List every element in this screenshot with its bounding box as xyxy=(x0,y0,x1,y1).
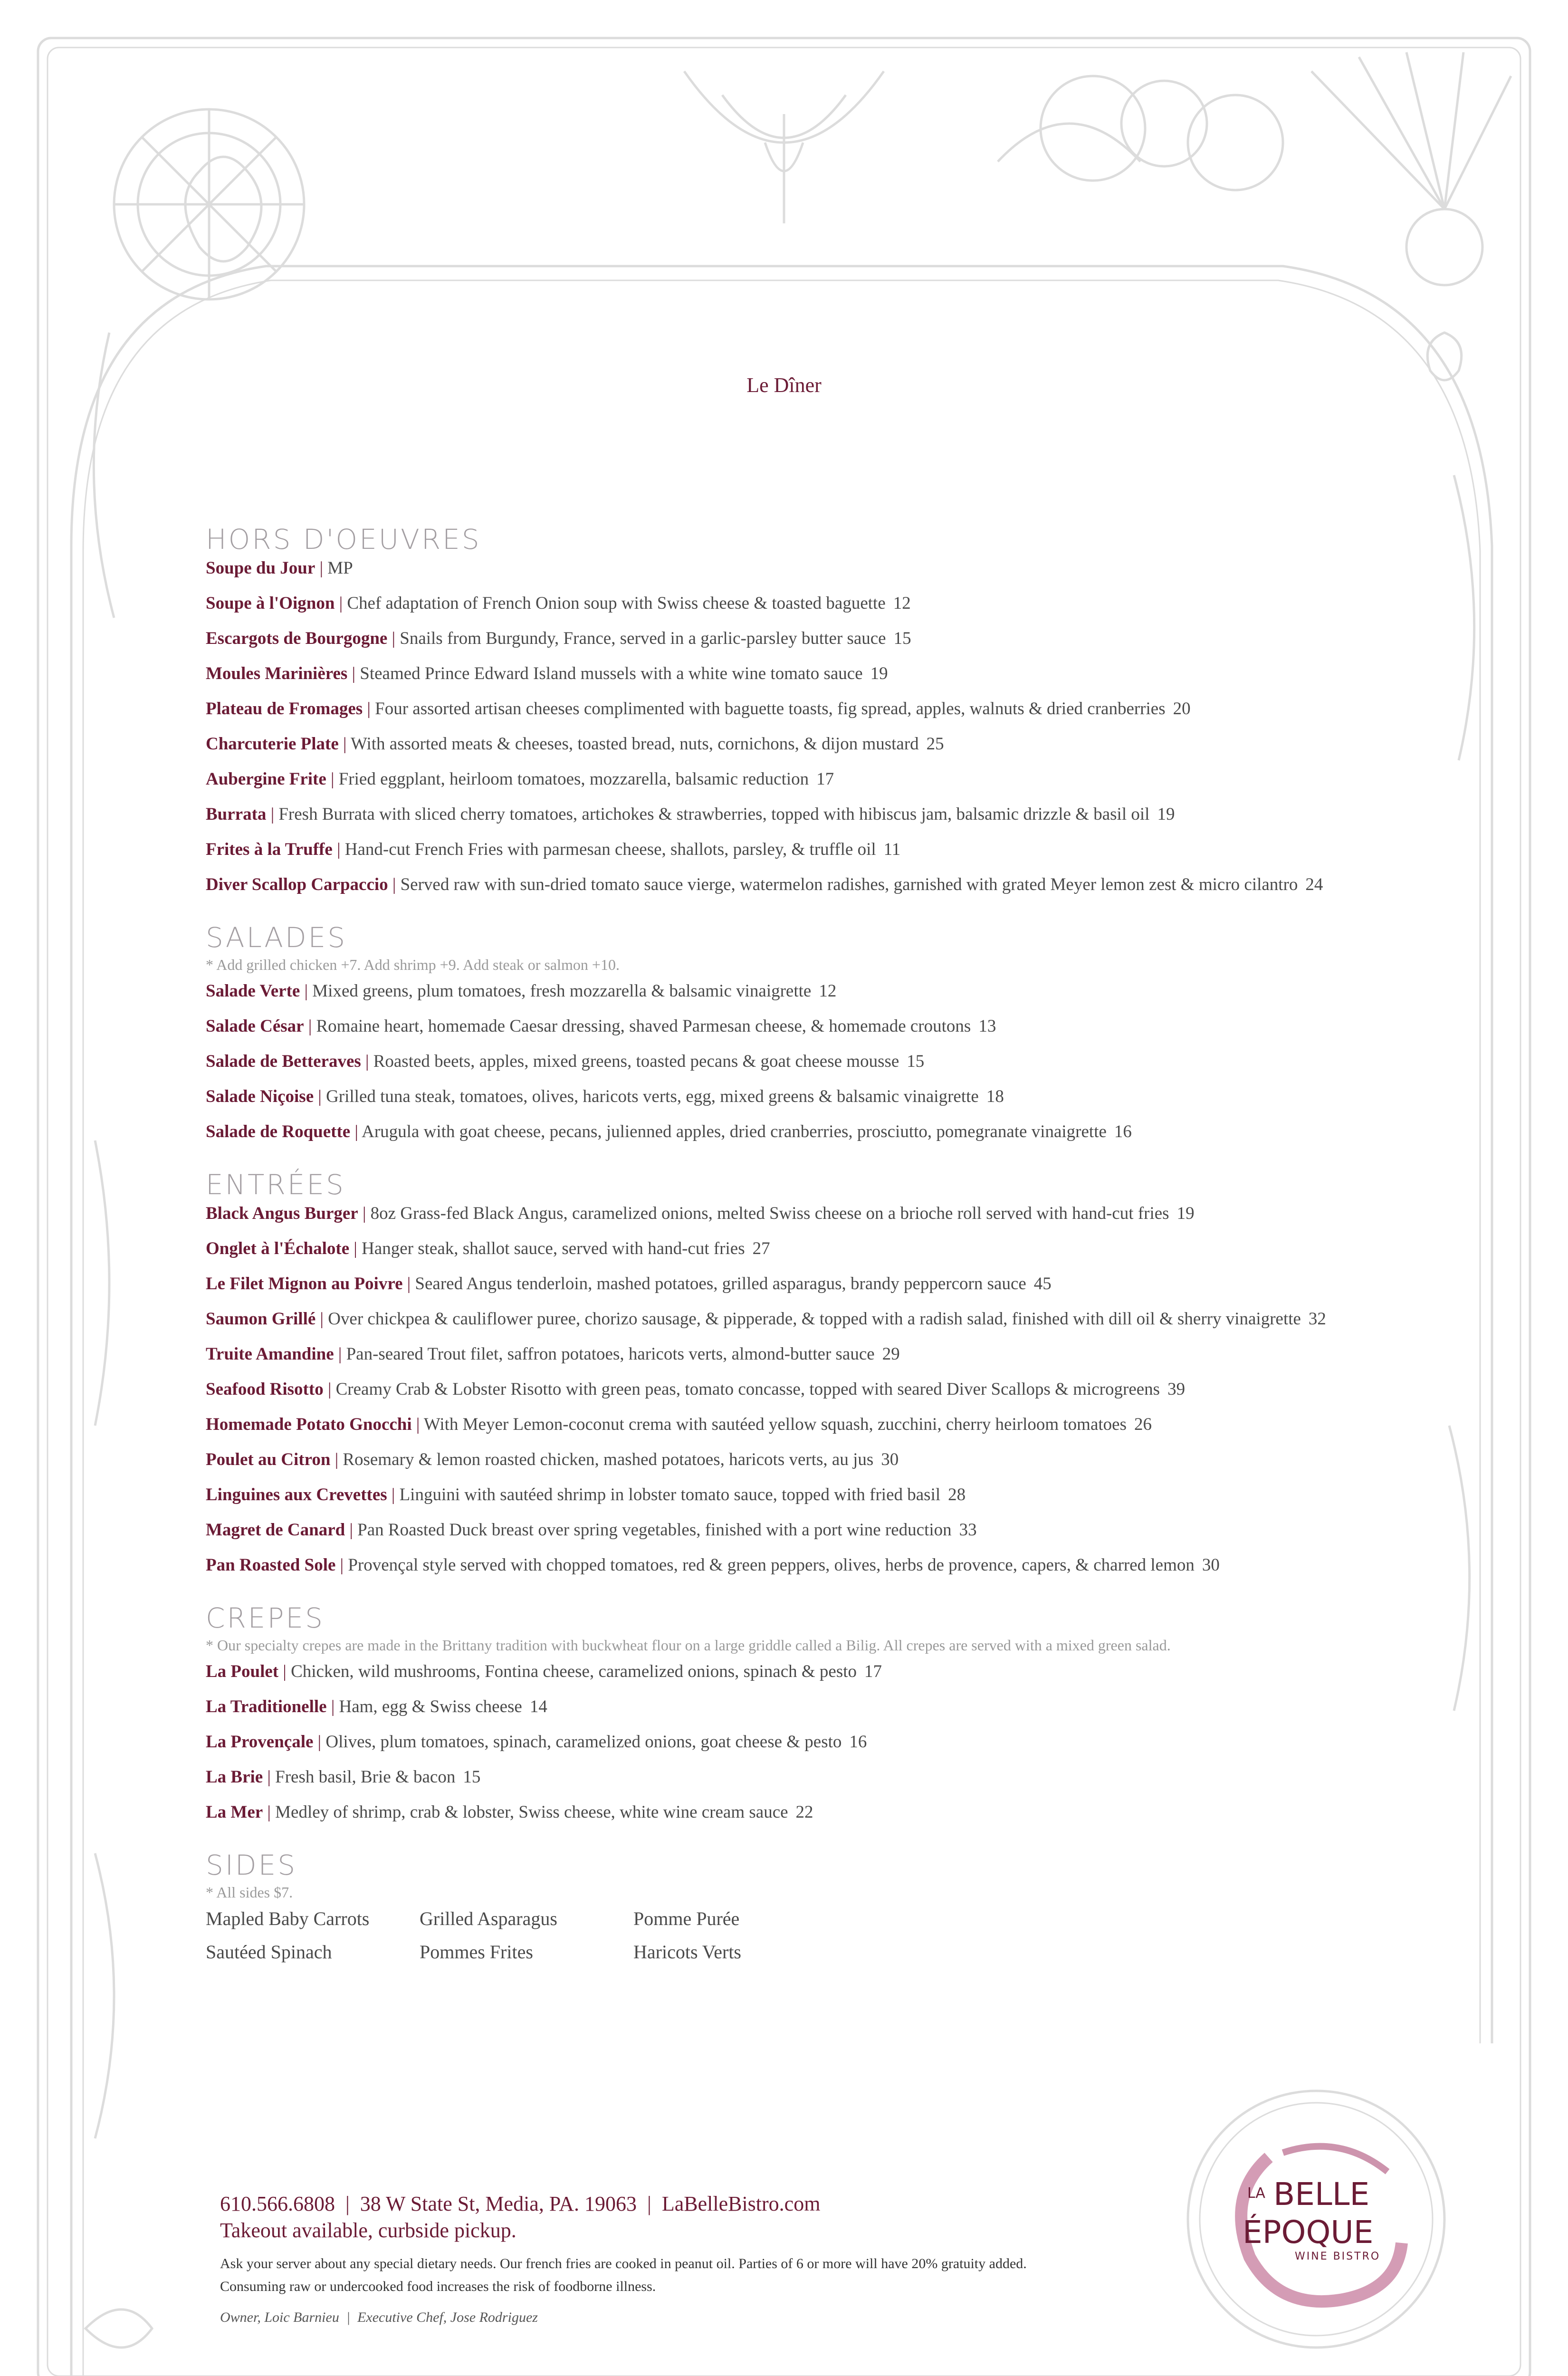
menu-item xyxy=(206,1659,1441,1684)
menu-item xyxy=(206,837,1441,862)
separator: | xyxy=(315,558,328,578)
separator: | xyxy=(300,981,313,1001)
item-description: Arugula with goat cheese, pecans, julienned apples, dried cranberries, prosciutto, pomegranate vinaigrette xyxy=(362,1122,1107,1141)
separator: | xyxy=(387,1485,400,1504)
menu-item xyxy=(206,1272,1441,1296)
separator: | xyxy=(363,699,375,719)
item-name: La Mer xyxy=(206,1802,263,1822)
separator: | xyxy=(326,1697,339,1716)
item-price: 25 xyxy=(926,734,944,754)
separator: | xyxy=(335,1555,348,1575)
logo-text-la: LA xyxy=(1247,2185,1265,2202)
menu-item xyxy=(206,626,1441,651)
item-price: 27 xyxy=(752,1239,770,1258)
side-item: Grilled Asparagus xyxy=(420,1908,557,1929)
separator: | xyxy=(402,1274,415,1293)
item-description: With assorted meats & cheeses, toasted bread, nuts, cornichons, & dijon mustard xyxy=(351,734,919,754)
item-description: Fresh Burrata with sliced cherry tomatoes, artichokes & strawberries, topped with hibiscus jam, balsamic drizzle & basil oil xyxy=(278,805,1150,824)
item-name: Truite Amandine xyxy=(206,1344,334,1364)
item-description: Snails from Burgundy, France, served in a garlic-parsley butter sauce xyxy=(400,629,886,648)
menu-item xyxy=(206,1236,1441,1261)
item-description: Pan Roasted Duck breast over spring vegetables, finished with a port wine reduction xyxy=(357,1520,952,1540)
menu-item xyxy=(206,1553,1441,1578)
side-item: Pommes Frites xyxy=(420,1941,533,1963)
item-name: Salade César xyxy=(206,1016,304,1036)
item-name: Frites à la Truffe xyxy=(206,840,333,859)
item-price: 30 xyxy=(1202,1555,1220,1575)
menu-item xyxy=(206,1483,1441,1507)
item-name: Magret de Canard xyxy=(206,1520,345,1540)
item-price: 28 xyxy=(948,1485,966,1504)
separator: | xyxy=(304,1016,316,1036)
item-price: 19 xyxy=(870,664,888,683)
menu-item xyxy=(206,1518,1441,1542)
section-title: SIDES xyxy=(206,1849,297,1881)
logo-text-epoque: ÉPOQUE xyxy=(1243,2214,1374,2251)
separator: | xyxy=(323,1380,336,1399)
item-price: 13 xyxy=(978,1016,996,1036)
item-name: Diver Scallop Carpaccio xyxy=(206,875,388,894)
item-name: Linguines aux Crevettes xyxy=(206,1485,387,1504)
takeout-line: Takeout available, curbside pickup. xyxy=(220,2219,516,2242)
separator: | xyxy=(388,875,401,894)
item-price: 32 xyxy=(1308,1309,1326,1329)
item-price: 16 xyxy=(849,1732,867,1752)
items xyxy=(206,1659,1441,1825)
item-name: Soupe du Jour xyxy=(206,558,316,578)
logo-text-wine-bistro: WINE BISTRO xyxy=(1295,2251,1381,2262)
item-price: 29 xyxy=(882,1344,900,1364)
menu-item xyxy=(206,979,1441,1004)
item-description: Served raw with sun-dried tomato sauce vierge, watermelon radishes, garnished with grated Meyer lemon zest & micro cilantro xyxy=(400,875,1298,894)
menu-content xyxy=(206,523,1441,1964)
section-title: SALADES xyxy=(206,921,347,954)
item-price: 26 xyxy=(1134,1415,1152,1434)
item-price: 11 xyxy=(883,840,901,859)
separator: | xyxy=(330,1450,343,1469)
item-name: Homemade Potato Gnocchi xyxy=(206,1415,412,1434)
separator: | xyxy=(278,1662,291,1681)
section-title: CREPES xyxy=(206,1602,325,1634)
menu-item xyxy=(206,1049,1441,1074)
separator: | xyxy=(350,1122,362,1141)
separator: | xyxy=(334,1344,346,1364)
item-description: Rosemary & lemon roasted chicken, mashed potatoes, haricots verts, au jus xyxy=(343,1450,874,1469)
side-item: Sautéed Spinach xyxy=(206,1941,332,1963)
sides-grid xyxy=(206,1907,1441,1964)
side-item: Haricots Verts xyxy=(633,1941,741,1963)
side-item: Mapled Baby Carrots xyxy=(206,1908,370,1929)
item-price: 24 xyxy=(1305,875,1323,894)
items xyxy=(206,979,1441,1144)
footer xyxy=(220,2191,1265,2326)
item-name: Salade de Betteraves xyxy=(206,1052,361,1071)
logo-text-belle: BELLE xyxy=(1273,2176,1370,2213)
menu-item xyxy=(206,1377,1441,1402)
separator: | xyxy=(326,769,339,789)
items xyxy=(206,1201,1441,1578)
item-name: Salade de Roquette xyxy=(206,1122,351,1141)
item-description: Pan-seared Trout filet, saffron potatoes, haricots verts, almond-butter sauce xyxy=(346,1344,875,1364)
item-name: Escargots de Bourgogne xyxy=(206,629,388,648)
menu-item xyxy=(206,556,1441,581)
menu-title: Le Dîner xyxy=(746,374,822,397)
restaurant-logo xyxy=(1197,2100,1435,2338)
item-name: La Traditionelle xyxy=(206,1697,327,1716)
item-name: Poulet au Citron xyxy=(206,1450,331,1469)
section-sides xyxy=(206,1849,1441,1964)
menu-item xyxy=(206,1307,1441,1332)
item-price: 15 xyxy=(893,629,911,648)
item-price: 39 xyxy=(1167,1380,1186,1399)
item-name: Onglet à l'Échalote xyxy=(206,1239,350,1258)
logo-graphic xyxy=(1197,2100,1435,2338)
item-price: 15 xyxy=(907,1052,925,1071)
item-name: Salade Verte xyxy=(206,981,300,1001)
item-description: With Meyer Lemon-coconut crema with sautéed yellow squash, zucchini, cherry heirloom tomatoes xyxy=(423,1415,1127,1434)
item-description: 8oz Grass-fed Black Angus, caramelized onions, melted Swiss cheese on a brioche roll served with hand-cut fries xyxy=(370,1204,1169,1223)
section-hors-doeuvres xyxy=(206,523,1441,897)
item-description: Roasted beets, apples, mixed greens, toasted pecans & goat cheese mousse xyxy=(373,1052,899,1071)
credits-line: Owner, Loic Barnieu | Executive Chef, Jose Rodriguez xyxy=(220,2309,538,2325)
items xyxy=(206,556,1441,897)
separator: | xyxy=(387,629,400,648)
item-name: La Provençale xyxy=(206,1732,314,1752)
menu-item xyxy=(206,1120,1441,1144)
item-description: Ham, egg & Swiss cheese xyxy=(339,1697,522,1716)
item-description: Chicken, wild mushrooms, Fontina cheese, caramelized onions, spinach & pesto xyxy=(291,1662,857,1681)
menu-item xyxy=(206,1800,1441,1825)
side-item: Pomme Purée xyxy=(633,1908,740,1929)
separator: | xyxy=(266,805,279,824)
item-description: Fried eggplant, heirloom tomatoes, mozzarella, balsamic reduction xyxy=(338,769,809,789)
section-title: ENTRÉES xyxy=(206,1169,345,1201)
item-price: 16 xyxy=(1114,1122,1132,1141)
separator: | xyxy=(335,594,347,613)
item-name: Aubergine Frite xyxy=(206,769,326,789)
menu-item xyxy=(206,1084,1441,1109)
wine-ring-icon xyxy=(1283,2146,1387,2172)
menu-item xyxy=(206,1730,1441,1754)
item-price: 33 xyxy=(959,1520,977,1540)
separator: | xyxy=(316,1309,328,1329)
menu-item xyxy=(206,591,1441,616)
item-description: Over chickpea & cauliflower puree, chorizo sausage, & pipperade, & topped with a radish salad, finished with dill oil & sherry vinaigrette xyxy=(328,1309,1301,1329)
item-name: Le Filet Mignon au Poivre xyxy=(206,1274,403,1293)
item-name: Moules Marinières xyxy=(206,664,348,683)
item-description: Creamy Crab & Lobster Risotto with green peas, tomato concasse, topped with seared Diver Scallops & microgreens xyxy=(335,1380,1160,1399)
item-price: 17 xyxy=(864,1662,882,1681)
item-name: La Poulet xyxy=(206,1662,279,1681)
item-name: Salade Niçoise xyxy=(206,1087,314,1106)
item-price: 22 xyxy=(795,1802,813,1822)
separator: | xyxy=(361,1052,373,1071)
item-price: 15 xyxy=(463,1767,481,1787)
menu-item xyxy=(206,872,1441,897)
item-description: MP xyxy=(327,558,353,578)
item-description: Four assorted artisan cheeses complimented with baguette toasts, fig spread, apples, walnuts & dried cranberries xyxy=(375,699,1166,719)
menu-item xyxy=(206,1447,1441,1472)
item-description: Hanger steak, shallot sauce, served with hand-cut fries xyxy=(362,1239,745,1258)
menu-item xyxy=(206,1342,1441,1367)
item-name: Seafood Risotto xyxy=(206,1380,324,1399)
separator: | xyxy=(411,1415,424,1434)
item-description: Olives, plum tomatoes, spinach, caramelized onions, goat cheese & pesto xyxy=(325,1732,842,1752)
disclaimer-line: Ask your server about any special dietary needs. Our french fries are cooked in peanut oil. Parties of 6 or more will have 20% gratuity added. xyxy=(220,2256,1027,2271)
separator: | xyxy=(347,664,360,683)
separator: | xyxy=(313,1732,326,1752)
item-description: Linguini with sautéed shrimp in lobster tomato sauce, topped with fried basil xyxy=(399,1485,941,1504)
section-note: * Add grilled chicken +7. Add shrimp +9. Add steak or salmon +10. xyxy=(206,956,620,973)
item-name: Soupe à l'Oignon xyxy=(206,594,335,613)
section-note: * Our specialty crepes are made in the Brittany tradition with buckwheat flour on a large griddle called a Bilig. All crepes are served with a mixed green salad. xyxy=(206,1637,1171,1654)
section-crepes xyxy=(206,1601,1441,1825)
item-name: Saumon Grillé xyxy=(206,1309,316,1329)
item-price: 12 xyxy=(819,981,837,1001)
section-entrees xyxy=(206,1168,1441,1578)
item-name: Plateau de Fromages xyxy=(206,699,363,719)
item-description: Mixed greens, plum tomatoes, fresh mozzarella & balsamic vinaigrette xyxy=(312,981,812,1001)
separator: | xyxy=(358,1204,371,1223)
menu-item xyxy=(206,767,1441,792)
item-name: Pan Roasted Sole xyxy=(206,1555,336,1575)
item-price: 19 xyxy=(1176,1204,1195,1223)
item-description: Medley of shrimp, crab & lobster, Swiss cheese, white wine cream sauce xyxy=(275,1802,788,1822)
item-description: Grilled tuna steak, tomatoes, olives, haricots verts, egg, mixed greens & balsamic vinaigrette xyxy=(326,1087,979,1106)
item-description: Hand-cut French Fries with parmesan cheese, shallots, parsley, & truffle oil xyxy=(344,840,876,859)
item-price: 12 xyxy=(893,594,911,613)
separator: | xyxy=(263,1802,276,1822)
item-price: 17 xyxy=(816,769,834,789)
menu-item xyxy=(206,697,1441,721)
item-description: Chef adaptation of French Onion soup with Swiss cheese & toasted baguette xyxy=(347,594,886,613)
menu-item xyxy=(206,1412,1441,1437)
item-price: 30 xyxy=(881,1450,899,1469)
menu-item xyxy=(206,1201,1441,1226)
item-price: 18 xyxy=(986,1087,1004,1106)
item-description: Fresh basil, Brie & bacon xyxy=(275,1767,456,1787)
item-price: 14 xyxy=(529,1697,547,1716)
menu-item xyxy=(206,1765,1441,1790)
item-description: Steamed Prince Edward Island mussels with a white wine tomato sauce xyxy=(360,664,863,683)
item-description: Seared Angus tenderloin, mashed potatoes, grilled asparagus, brandy peppercorn sauce xyxy=(415,1274,1026,1293)
item-name: Black Angus Burger xyxy=(206,1204,358,1223)
separator: | xyxy=(263,1767,276,1787)
menu-item xyxy=(206,732,1441,757)
menu-item xyxy=(206,1014,1441,1039)
disclaimer-line: Consuming raw or undercooked food increases the risk of foodborne illness. xyxy=(220,2279,656,2294)
item-description: Provençal style served with chopped tomatoes, red & green peppers, olives, herbs de provence, capers, & charred lemon xyxy=(348,1555,1195,1575)
menu-item xyxy=(206,661,1441,686)
item-price: 19 xyxy=(1157,805,1175,824)
separator: | xyxy=(345,1520,358,1540)
separator: | xyxy=(349,1239,362,1258)
item-price: 45 xyxy=(1033,1274,1052,1293)
section-note: * All sides $7. xyxy=(206,1884,293,1901)
separator: | xyxy=(314,1087,326,1106)
menu-item xyxy=(206,1695,1441,1719)
separator: | xyxy=(332,840,345,859)
item-name: Charcuterie Plate xyxy=(206,734,339,754)
separator: | xyxy=(338,734,351,754)
item-name: Burrata xyxy=(206,805,267,824)
contact-line: 610.566.6808 | 38 W State St, Media, PA. 19063 | LaBelleBistro.com xyxy=(220,2192,821,2215)
item-name: La Brie xyxy=(206,1767,263,1787)
section-title: HORS D'OEUVRES xyxy=(206,523,481,556)
section-salades xyxy=(206,921,1441,1144)
item-price: 20 xyxy=(1173,699,1191,719)
menu-item xyxy=(206,802,1441,827)
item-description: Romaine heart, homemade Caesar dressing, shaved Parmesan cheese, & homemade croutons xyxy=(316,1016,971,1036)
